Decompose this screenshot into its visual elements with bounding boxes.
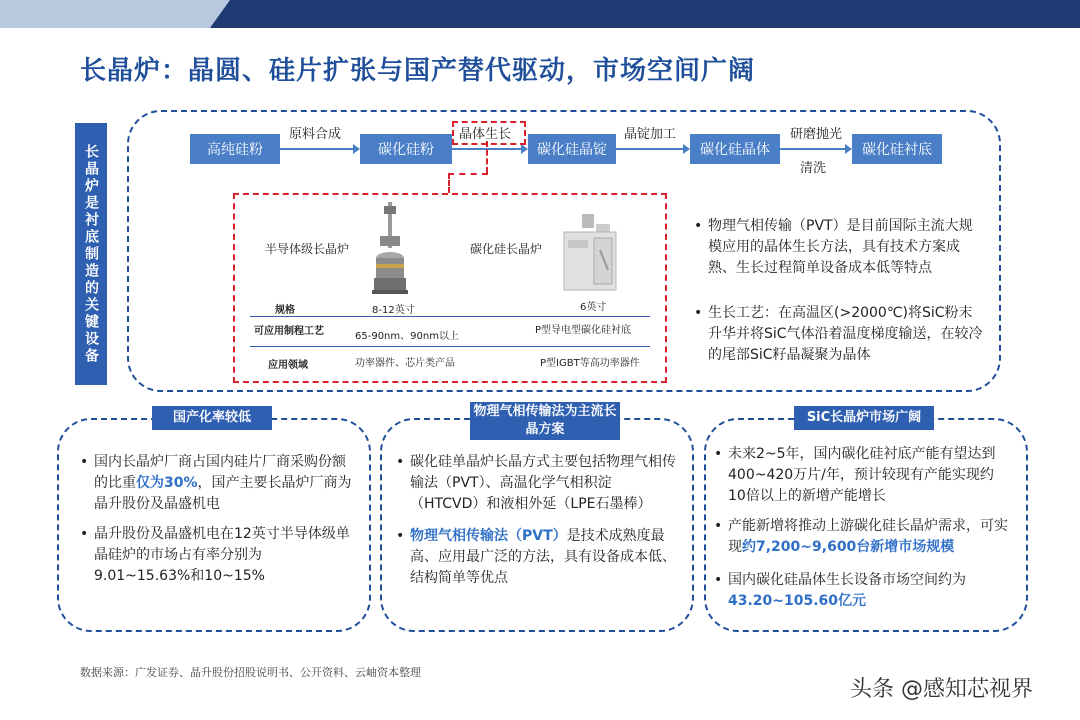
flow-arrow-1 [280,148,354,150]
panel-mid-bullet-2 [396,526,678,589]
flow-step-sic-powder: 碳化硅粉 [360,134,452,164]
top-banner [0,0,1080,28]
spec-row-right: 6英寸 [580,302,607,313]
arrow-label-ingot-processing: 晶锭加工 [624,127,677,142]
application-row-left: 功率器件、芯片类产品 [355,358,455,369]
spec-row-left: 8-12英寸 [372,305,415,316]
panel-right-bullet-3 [714,570,1010,612]
pvt-note-2-text: 生长工艺：在高温区(>2000℃)将SiC粉末升华并将SiC气体沿着温度梯度输送，在较冷的尾部SiC籽晶凝聚为晶体 [708,305,983,363]
bullet-dot: • [694,218,703,234]
arrow-label-cleaning: 清洗 [800,161,827,176]
panel-left-b1-text: 国内长晶炉厂商占国内硅片厂商采购份额的比重 [94,454,346,491]
application-row-right: P型IGBT等高功率器件 [540,358,640,369]
semiconductor-furnace-image [370,200,410,295]
highlight-connector-h [448,173,488,175]
bullet-dot: • [694,305,703,321]
panel-left-b1-tail: ，国产主要长晶炉厂商为晶升股份及晶盛机电 [94,475,352,512]
highlight-connector-v2 [448,173,450,193]
pvt-note-1-text: 物理气相传输（PVT）是目前国际主流大规模应用的晶体生长方法，具有技术方案成熟、生长过程简单设备成本低等特点 [708,218,973,276]
pvt-note-2 [694,303,984,366]
flow-step-sic-ingot: 碳化硅晶锭 [528,134,616,164]
flow-step-high-purity-silicon: 高纯硅粉 [190,134,280,164]
bullet-dot: • [80,454,89,470]
panel-right-title: SiC长晶炉市场广阔 [794,406,934,430]
bullet-dot: • [714,572,723,588]
panel-left-b2-text: 晶升股份及晶盛机电在12英寸半导体级单晶硅炉的市场占有率分别为9.01~15.63%和10~15% [94,526,350,584]
panel-mid-title: 物理气相传输法为主流长晶方案 [470,402,620,440]
spec-row-label: 规格 [275,305,295,316]
watermark: 头条 @感知芯视界 [850,677,1033,702]
bullet-dot: • [714,446,723,462]
panel-left-b1-highlight: 仅为30% [136,475,198,491]
panel-mid-frame [380,418,694,632]
bullet-dot: • [80,526,89,542]
process-row-right: P型导电型碳化硅衬底 [535,325,632,336]
page-title: 长晶炉：晶圆、硅片扩张与国产替代驱动，市场空间广阔 [80,56,756,86]
equipment-right-name: 碳化硅长晶炉 [470,242,543,256]
side-label: 长晶炉是衬底制造的关键设备 [75,123,107,385]
flow-step-sic-substrate: 碳化硅衬底 [852,134,942,164]
panel-right-bullet-2 [714,516,1010,558]
panel-mid-b2-highlight: 物理气相传输法（PVT） [410,528,567,544]
table-line-2 [250,346,650,347]
panel-right-b3-text: 国内碳化硅晶体生长设备市场空间约为 [728,572,966,588]
flow-step-sic-crystal: 碳化硅晶体 [690,134,780,164]
panel-mid-b2-text: 是技术成熟度最高、应用最广泛的方法，具有设备成本低、结构简单等优点 [410,528,676,586]
top-banner-dark [210,0,1080,28]
bullet-dot: • [714,518,723,534]
panel-left-bullet-1 [80,452,356,515]
flow-arrow-4 [780,148,846,150]
panel-mid-bullet-1 [396,452,678,515]
panel-right-b2-highlight: 约7,200~9,600台新增市场规模 [742,539,955,555]
pvt-note-1 [694,216,984,279]
flow-arrow-3 [616,148,684,150]
equipment-left-name: 半导体级长晶炉 [265,242,350,256]
arrow-label-grinding: 研磨抛光 [790,127,843,142]
arrow-label-synthesis: 原料合成 [289,127,342,142]
sic-furnace-image [560,210,620,295]
bullet-dot: • [396,528,405,544]
data-source-note: 数据来源：广发证券、晶升股份招股说明书、公开资料、云岫资本整理 [80,666,421,679]
panel-right-b2-text: 产能新增将推动上游碳化硅长晶炉需求，可实现 [728,518,1008,555]
panel-mid-b1-text: 碳化硅单晶炉长晶方式主要包括物理气相传输法（PVT）、高温化学气相积淀（HTCVD）和液相外延（LPE石墨棒） [410,454,676,512]
panel-right-b1-text: 未来2~5年，国内碳化硅衬底产能有望达到400~420万片/年，预计较现有产能实现约10倍以上的新增产能增长 [728,446,996,504]
panel-left-title: 国产化率较低 [152,406,272,430]
panel-right-bullet-1 [714,444,1010,507]
bullet-dot: • [396,454,405,470]
panel-left-bullet-2 [80,524,356,587]
application-row-label: 应用领域 [268,360,308,371]
table-line-1 [250,316,650,317]
arrow-label-crystal-growth: 晶体生长 [459,127,512,142]
panel-right-b3-highlight: 43.20~105.60亿元 [728,593,867,609]
process-row-left: 65-90nm、90nm以上 [355,331,459,342]
process-row-label: 可应用制程工艺 [254,326,324,337]
highlight-connector-v1 [486,141,488,173]
